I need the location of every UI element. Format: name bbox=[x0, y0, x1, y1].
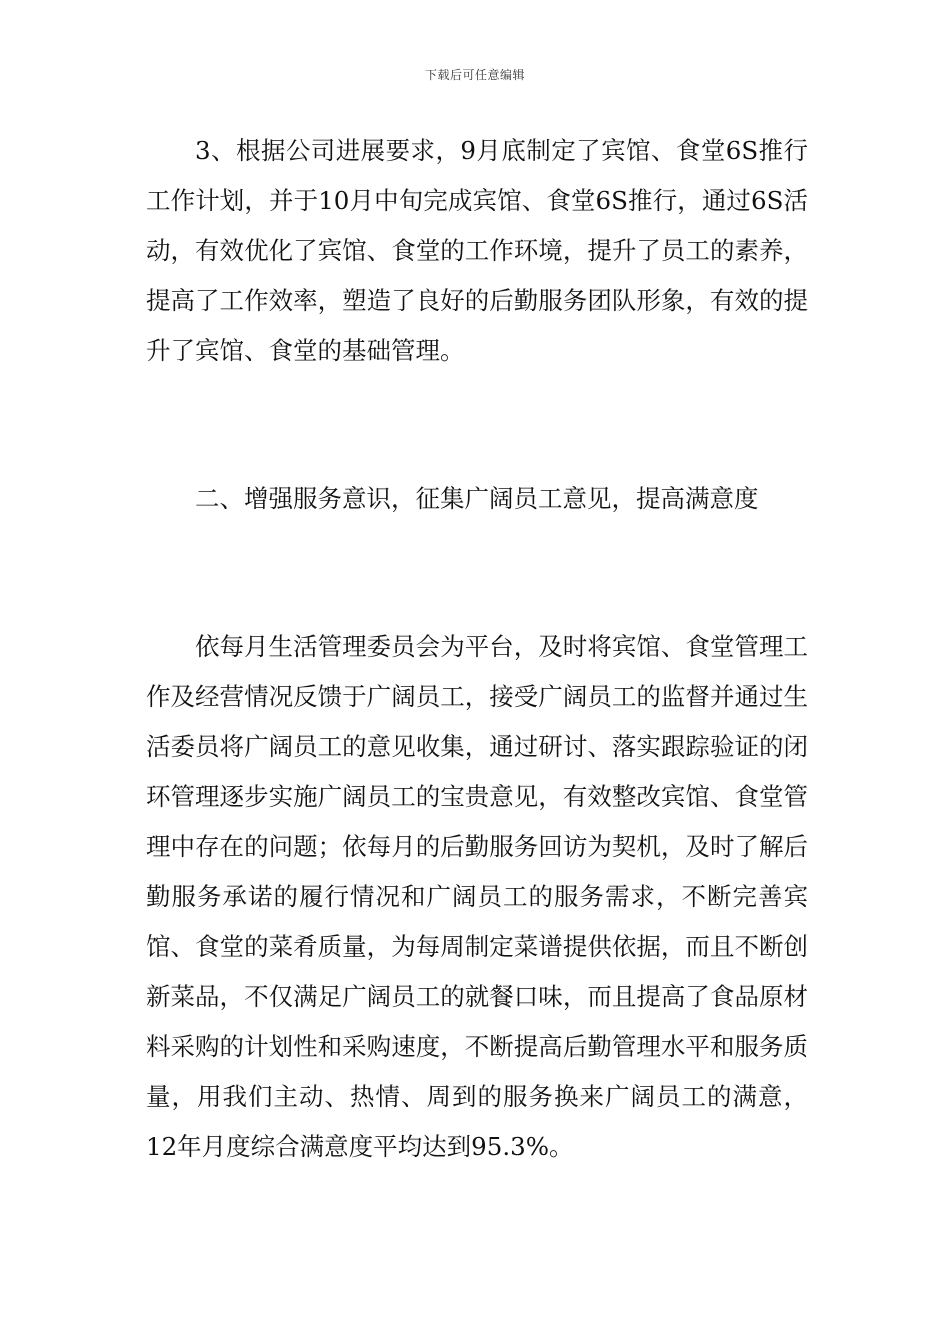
paragraph-6s-implementation: 3、根据公司进展要求，9月底制定了宾馆、食堂6S推行工作计划，并于10月中旬完成宾馆、食堂6S推行，通过6S活动，有效优化了宾馆、食堂的工作环境，提升了员工的素养，提高了工作效率，塑造了良好的后勤服务团队形象，有效的提升了宾馆、食堂的基础管理。 bbox=[146, 136, 808, 365]
paragraph-employee-feedback: 依每月生活管理委员会为平台，及时将宾馆、食堂管理工作及经营情况反馈于广阔员工，接受广阔员工的监督并通过生活委员将广阔员工的意见收集，通过研讨、落实跟踪验证的闭环管理逐步实施广阔员工的宝贵意见，有效整改宾馆、食堂管理中存在的问题；依每月的后勤服务回访为契机，及时了解后勤服务承诺的履行情况和广阔员工的服务需求，不断完善宾馆、食堂的菜肴质量，为每周制定菜谱提供依据，而且不断创新菜品，不仅满足广阔员工的就餐口味，而且提高了食品原材料采购的计划性和采购速度，不断提高后勤管理水平和服务质量，用我们主动、热情、周到的服务换来广阔员工的满意，12年月度综合满意度平均达到95.3%。 bbox=[146, 632, 808, 1161]
section-heading-service-awareness: 二、增强服务意识，征集广阔员工意见，提高满意度 bbox=[195, 484, 759, 513]
download-note: 下载后可任意编辑 bbox=[424, 68, 525, 82]
